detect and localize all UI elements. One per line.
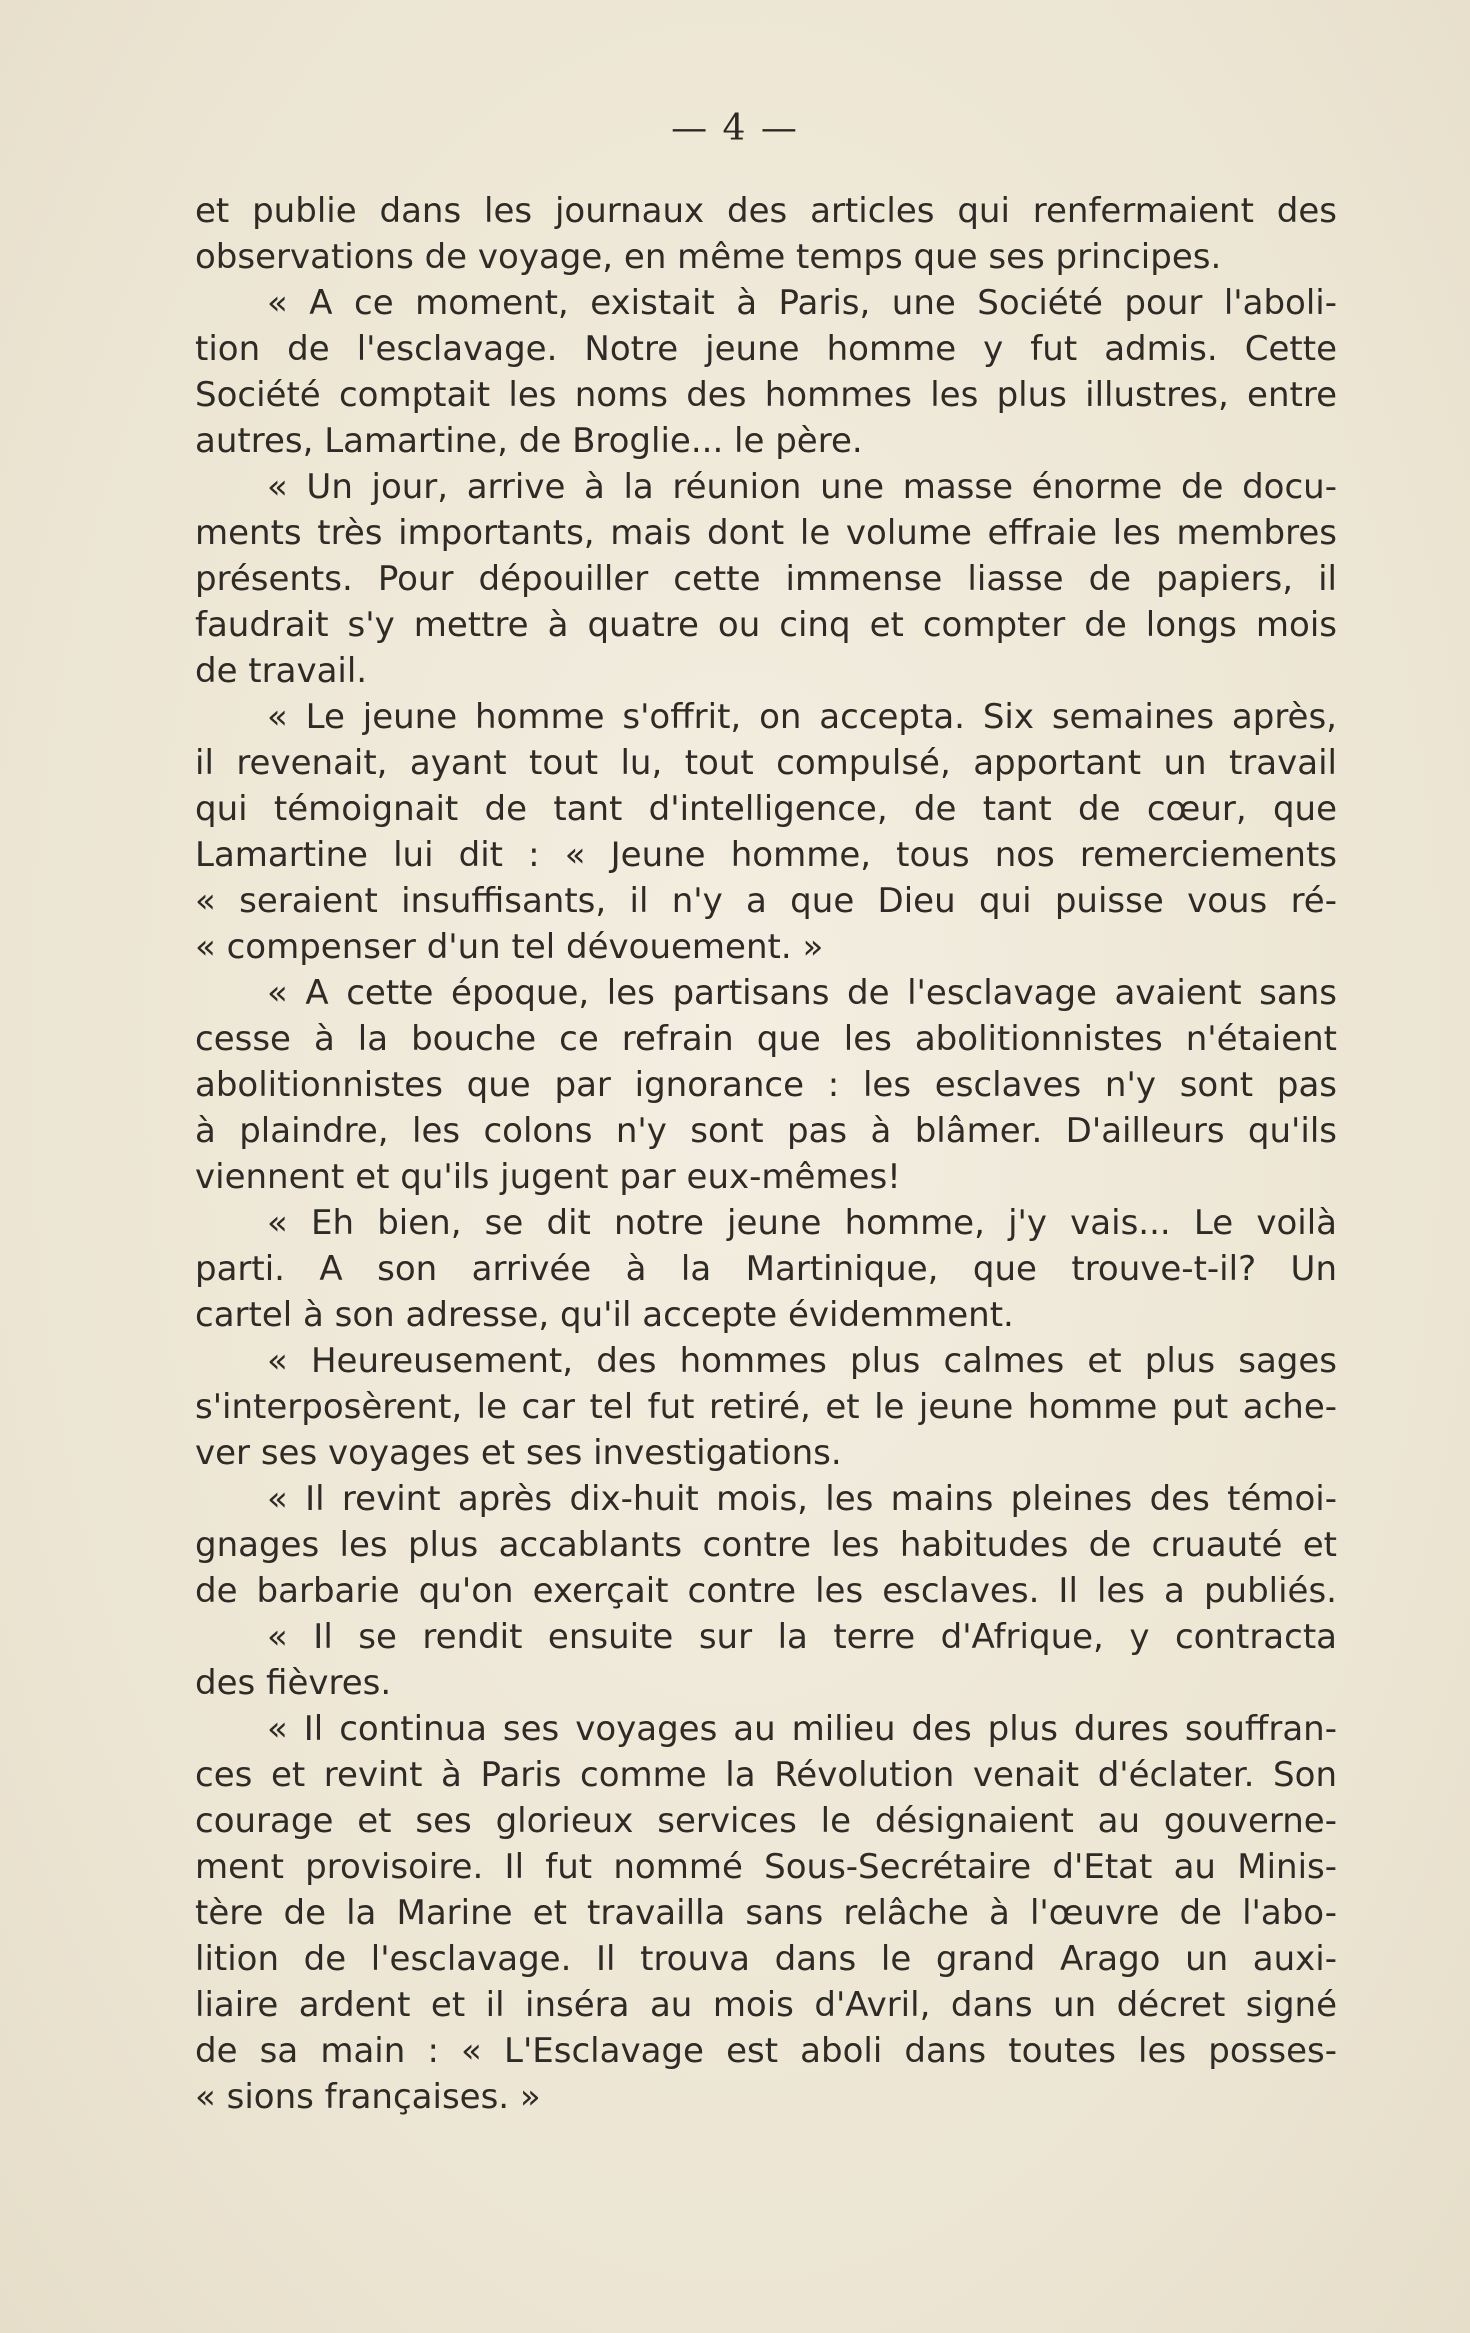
text-line: « Il se rendit ensuite sur la terre d'Afrique, y contracta: [267, 1617, 1337, 1657]
text-line: viennent et qu'ils jugent par eux-mêmes!: [195, 1157, 901, 1197]
text-line: de barbarie qu'on exerçait contre les esclaves. Il les a publiés.: [195, 1571, 1337, 1611]
text-line: tion de l'esclavage. Notre jeune homme y fut admis. Cette: [195, 329, 1337, 369]
text-line: « A ce moment, existait à Paris, une Société pour l'aboli-: [267, 283, 1337, 323]
text-line: « Un jour, arrive à la réunion une masse énorme de docu-: [267, 467, 1337, 507]
text-line: ver ses voyages et ses investigations.: [195, 1433, 842, 1473]
text-line: à plaindre, les colons n'y sont pas à blâmer. D'ailleurs qu'ils: [195, 1111, 1337, 1151]
text-line: s'interposèrent, le car tel fut retiré, et le jeune homme put ache-: [195, 1387, 1337, 1427]
text-line: cesse à la bouche ce refrain que les abolitionnistes n'étaient: [195, 1019, 1337, 1059]
text-line: gnages les plus accablants contre les habitudes de cruauté et: [195, 1525, 1337, 1565]
text-line: qui témoignait de tant d'intelligence, de tant de cœur, que: [195, 789, 1337, 829]
text-line: cartel à son adresse, qu'il accepte évidemment.: [195, 1295, 1014, 1335]
text-line: « compenser d'un tel dévouement. »: [195, 927, 824, 967]
text-line: « Heureusement, des hommes plus calmes et plus sages: [267, 1341, 1337, 1381]
text-line: lition de l'esclavage. Il trouva dans le grand Arago un auxi-: [195, 1939, 1337, 1979]
body-text: [195, 188, 1337, 2120]
text-line: de travail.: [195, 651, 368, 691]
text-line: autres, Lamartine, de Broglie... le père.: [195, 421, 863, 461]
text-line: parti. A son arrivée à la Martinique, que trouve-t-il? Un: [195, 1249, 1337, 1289]
text-line: Lamartine lui dit : « Jeune homme, tous nos remerciements: [195, 835, 1337, 875]
text-line: courage et ses glorieux services le désignaient au gouverne-: [195, 1801, 1337, 1841]
text-line: « sions françaises. »: [195, 2077, 541, 2117]
text-line: ces et revint à Paris comme la Révolution venait d'éclater. Son: [195, 1755, 1337, 1795]
text-line: des fièvres.: [195, 1663, 392, 1703]
text-line: abolitionnistes que par ignorance : les esclaves n'y sont pas: [195, 1065, 1337, 1105]
text-line: liaire ardent et il inséra au mois d'Avril, dans un décret signé: [195, 1985, 1337, 2025]
text-line: « Il continua ses voyages au milieu des plus dures souffran-: [267, 1709, 1337, 1749]
text-line: ments très importants, mais dont le volume effraie les membres: [195, 513, 1337, 553]
text-line: faudrait s'y mettre à quatre ou cinq et compter de longs mois: [195, 605, 1337, 645]
text-line: et publie dans les journaux des articles qui renfermaient des: [195, 191, 1337, 231]
text-line: « A cette époque, les partisans de l'esclavage avaient sans: [267, 973, 1337, 1013]
text-line: « Il revint après dix-huit mois, les mains pleines des témoi-: [267, 1479, 1337, 1519]
text-line: « seraient insuffisants, il n'y a que Dieu qui puisse vous ré-: [195, 881, 1337, 921]
text-line: « Eh bien, se dit notre jeune homme, j'y vais... Le voilà: [267, 1203, 1337, 1243]
text-line: Société comptait les noms des hommes les plus illustres, entre: [195, 375, 1337, 415]
page-number: — 4 —: [671, 108, 799, 149]
text-line: présents. Pour dépouiller cette immense liasse de papiers, il: [195, 559, 1337, 599]
text-line: tère de la Marine et travailla sans relâche à l'œuvre de l'abo-: [195, 1893, 1337, 1933]
text-line: il revenait, ayant tout lu, tout compulsé, apportant un travail: [195, 743, 1337, 783]
text-line: ment provisoire. Il fut nommé Sous-Secrétaire d'Etat au Minis-: [195, 1847, 1337, 1887]
text-line: de sa main : « L'Esclavage est aboli dans toutes les posses-: [195, 2031, 1337, 2071]
text-line: observations de voyage, en même temps que ses principes.: [195, 237, 1222, 277]
text-line: « Le jeune homme s'offrit, on accepta. Six semaines après,: [267, 697, 1337, 737]
